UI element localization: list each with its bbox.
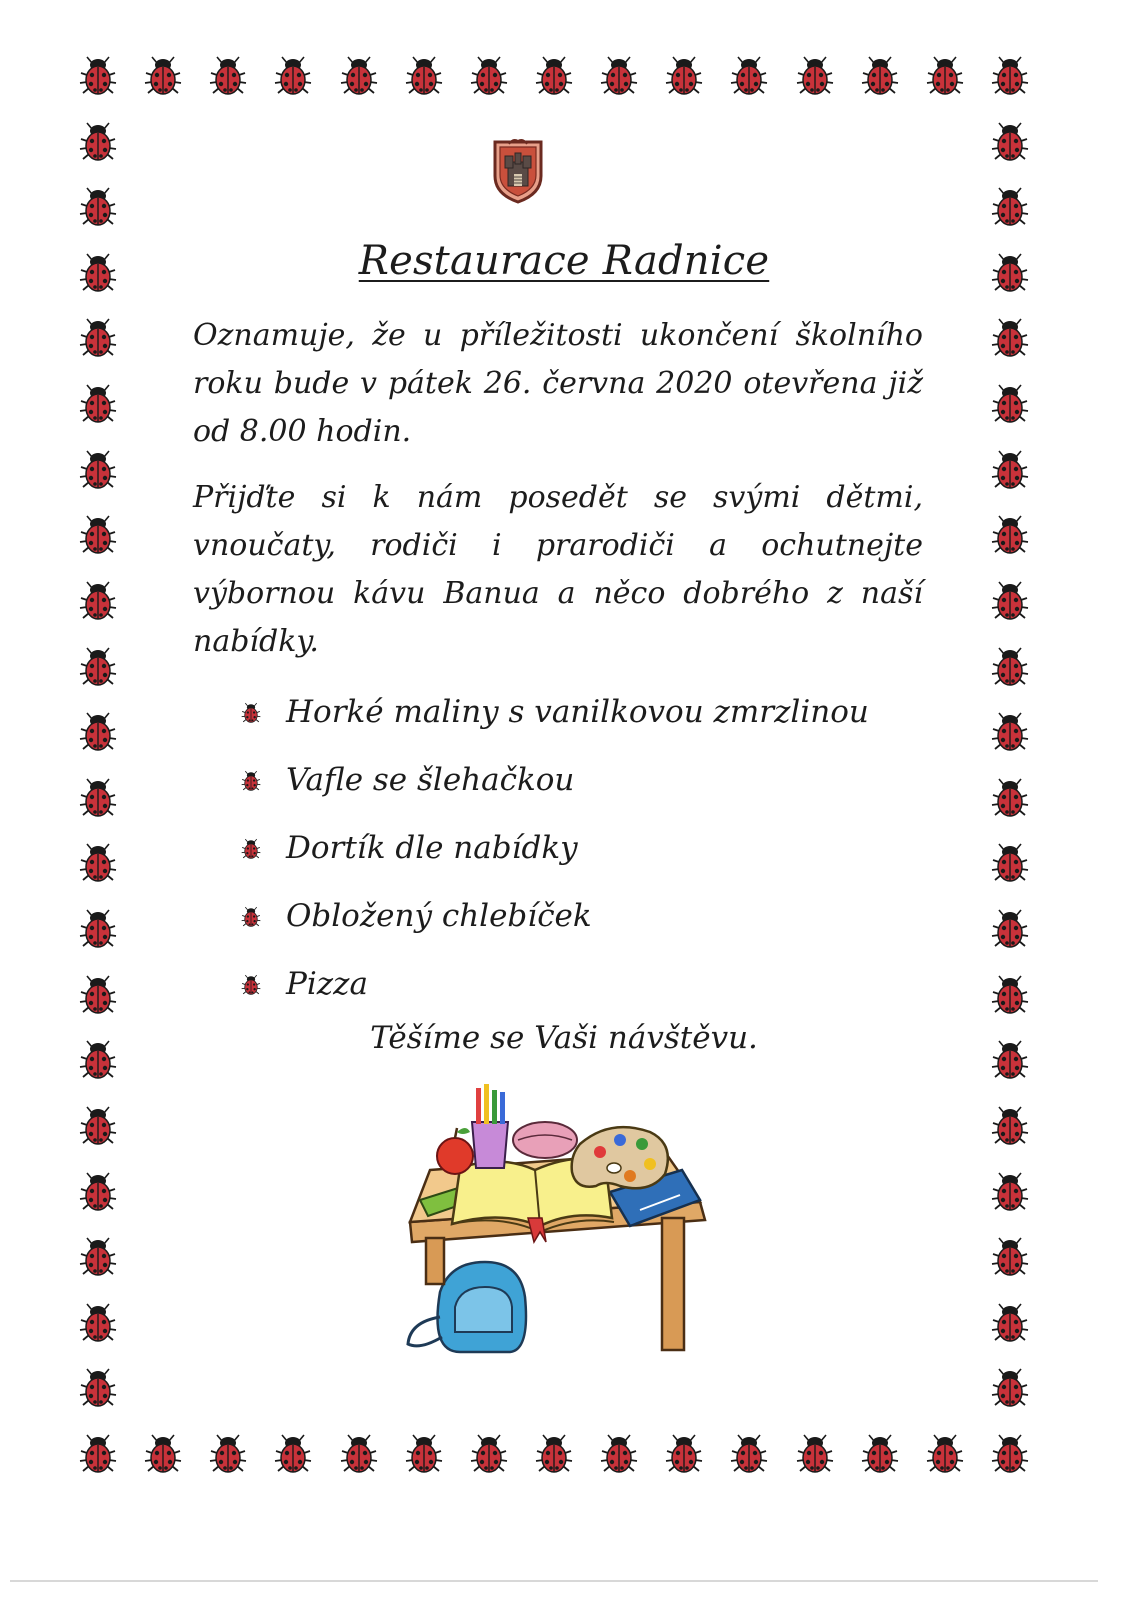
- ladybug-icon: [73, 1099, 123, 1149]
- ladybug-icon: [238, 903, 264, 929]
- ladybug-icon: [73, 640, 123, 690]
- ladybug-icon: [73, 1427, 123, 1477]
- ladybug-icon: [985, 1296, 1035, 1346]
- closing-line: Těšíme se Vaši návštěvu.: [370, 1020, 758, 1056]
- ladybug-icon: [138, 49, 188, 99]
- ladybug-icon: [73, 1361, 123, 1411]
- ladybug-icon: [529, 49, 579, 99]
- ladybug-icon: [659, 49, 709, 99]
- ladybug-icon: [73, 574, 123, 624]
- ladybug-icon: [594, 1427, 644, 1477]
- ladybug-icon: [73, 115, 123, 165]
- ladybug-icon: [985, 705, 1035, 755]
- ladybug-icon: [985, 377, 1035, 427]
- ladybug-icon: [238, 767, 264, 793]
- ladybug-icon: [920, 1427, 970, 1477]
- ladybug-icon: [985, 1165, 1035, 1215]
- list-item: [238, 746, 869, 814]
- ladybug-icon: [790, 49, 840, 99]
- ladybug-icon: [73, 836, 123, 886]
- list-item: [238, 678, 869, 746]
- list-item-label: Vafle se šlehačkou: [286, 762, 575, 798]
- ladybug-icon: [73, 49, 123, 99]
- ladybug-icon: [73, 705, 123, 755]
- ladybug-icon: [985, 1361, 1035, 1411]
- list-item-label: Dortík dle nabídky: [286, 830, 578, 866]
- ladybug-icon: [73, 1165, 123, 1215]
- ladybug-icon: [529, 1427, 579, 1477]
- ladybug-icon: [985, 508, 1035, 558]
- ladybug-icon: [73, 377, 123, 427]
- ladybug-icon: [73, 443, 123, 493]
- ladybug-icon: [985, 311, 1035, 361]
- list-item-label: Obložený chlebíček: [286, 898, 592, 934]
- ladybug-icon: [73, 1230, 123, 1280]
- page-title: Restaurace Radnice: [358, 238, 770, 284]
- ladybug-icon: [985, 640, 1035, 690]
- ladybug-icon: [73, 246, 123, 296]
- ladybug-icon: [920, 49, 970, 99]
- ladybug-icon: [464, 49, 514, 99]
- ladybug-icon: [238, 699, 264, 725]
- ladybug-icon: [985, 49, 1035, 99]
- ladybug-icon: [985, 1427, 1035, 1477]
- list-item-label: Pizza: [286, 966, 368, 1002]
- list-item-label: Horké maliny s vanilkovou zmrzlinou: [286, 694, 869, 730]
- ladybug-icon: [985, 1230, 1035, 1280]
- ladybug-icon: [985, 246, 1035, 296]
- ladybug-icon: [985, 1099, 1035, 1149]
- intro-paragraph-1: Oznamuje, že u příležitosti ukončení školního roku bude v pátek 26. června 2020 otevřena již od 8.00 hodin.: [193, 318, 923, 449]
- ladybug-icon: [138, 1427, 188, 1477]
- ladybug-icon: [985, 771, 1035, 821]
- ladybug-icon: [464, 1427, 514, 1477]
- ladybug-icon: [203, 1427, 253, 1477]
- ladybug-icon: [73, 771, 123, 821]
- ladybug-icon: [268, 49, 318, 99]
- ladybug-icon: [985, 574, 1035, 624]
- ladybug-icon: [73, 902, 123, 952]
- ladybug-icon: [855, 1427, 905, 1477]
- ladybug-icon: [985, 115, 1035, 165]
- ladybug-icon: [73, 968, 123, 1018]
- ladybug-icon: [73, 311, 123, 361]
- ladybug-icon: [73, 1033, 123, 1083]
- town-coat-of-arms-icon: [489, 136, 547, 206]
- ladybug-icon: [399, 1427, 449, 1477]
- list-item: [238, 814, 869, 882]
- ladybug-icon: [985, 443, 1035, 493]
- ladybug-icon: [73, 180, 123, 230]
- ladybug-icon: [855, 49, 905, 99]
- ladybug-icon: [985, 836, 1035, 886]
- ladybug-icon: [985, 180, 1035, 230]
- ladybug-icon: [73, 508, 123, 558]
- ladybug-icon: [399, 49, 449, 99]
- ladybug-icon: [724, 1427, 774, 1477]
- ladybug-icon: [238, 971, 264, 997]
- ladybug-icon: [985, 1033, 1035, 1083]
- offer-list: [238, 678, 869, 1018]
- school-desk-illustration: [400, 1082, 730, 1362]
- intro-paragraph-2: Přijďte si k nám posedět se svými dětmi, vnoučaty, rodiči i prarodiči a ochutnejte výbornou kávu Banua a něco dobrého z naší nabídky.: [193, 480, 923, 659]
- ladybug-icon: [203, 49, 253, 99]
- scan-edge-line: [10, 1580, 1098, 1582]
- list-item: [238, 882, 869, 950]
- ladybug-icon: [985, 968, 1035, 1018]
- ladybug-icon: [985, 902, 1035, 952]
- ladybug-icon: [659, 1427, 709, 1477]
- ladybug-icon: [334, 1427, 384, 1477]
- ladybug-icon: [268, 1427, 318, 1477]
- ladybug-icon: [790, 1427, 840, 1477]
- ladybug-icon: [334, 49, 384, 99]
- ladybug-icon: [238, 835, 264, 861]
- ladybug-icon: [594, 49, 644, 99]
- ladybug-icon: [724, 49, 774, 99]
- ladybug-icon: [73, 1296, 123, 1346]
- list-item: [238, 950, 869, 1018]
